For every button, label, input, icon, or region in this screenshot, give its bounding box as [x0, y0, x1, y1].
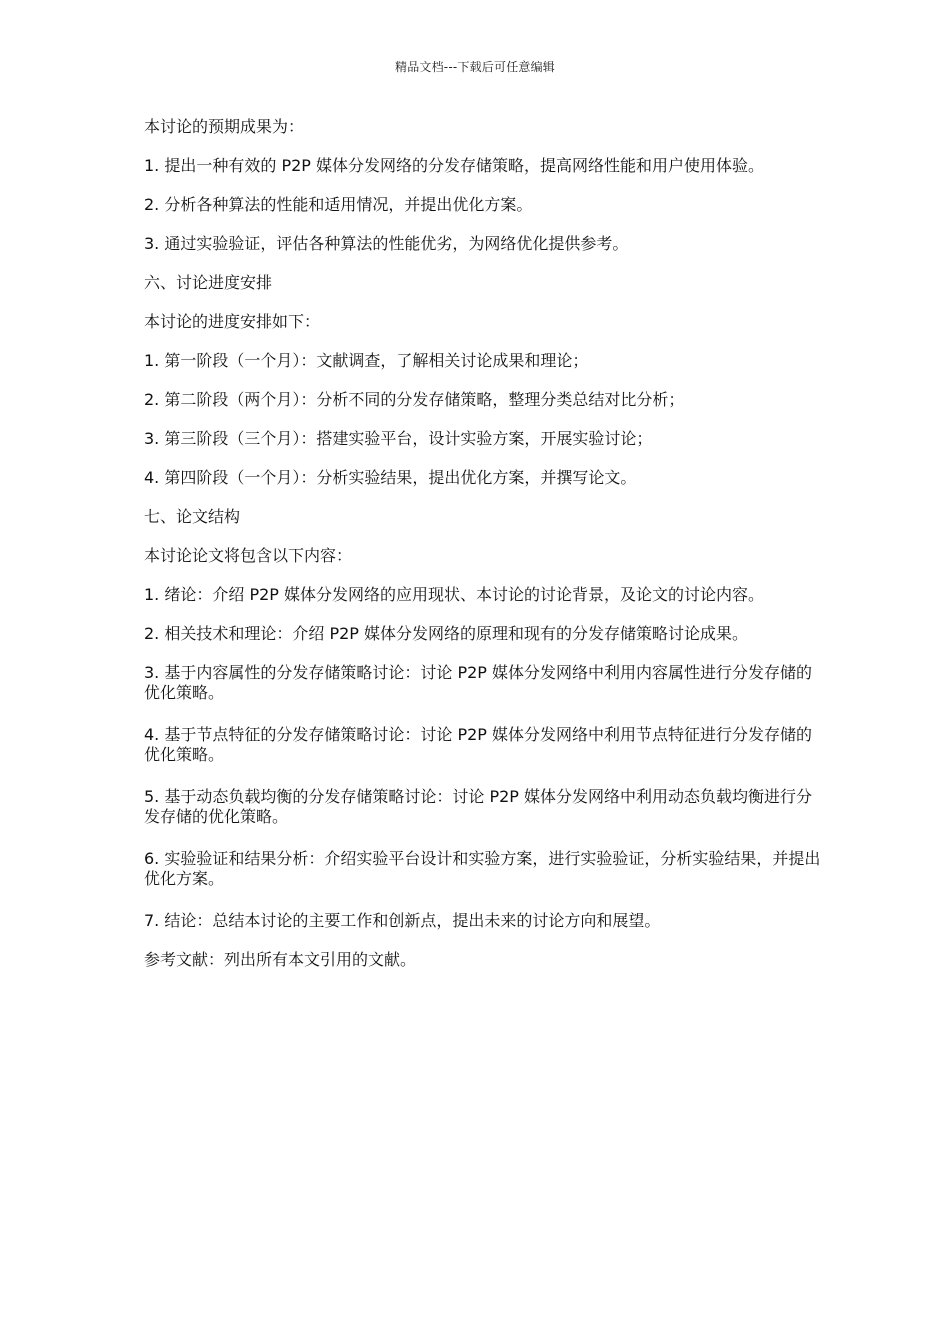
result-item-1: 1. 提出一种有效的 P2P 媒体分发网络的分发存储策略，提高网络性能和用户使用体验。 — [144, 156, 765, 175]
structure-item-4: 4. 基于节点特征的分发存储策略讨论：讨论 P2P 媒体分发网络中利用节点特征进行分发存储的优化策略。 — [144, 725, 813, 764]
structure-item-5: 5. 基于动态负载均衡的分发存储策略讨论：讨论 P2P 媒体分发网络中利用动态负载均衡进行分发存储的优化策略。 — [144, 787, 813, 826]
structure-item-3: 3. 基于内容属性的分发存储策略讨论：讨论 P2P 媒体分发网络中利用内容属性进行分发存储的优化策略。 — [144, 663, 813, 702]
schedule-item-2: 2. 第二阶段（两个月）：分析不同的分发存储策略，整理分类总结对比分析； — [144, 390, 685, 409]
structure-intro: 本讨论论文将包含以下内容： — [144, 546, 353, 565]
schedule-intro: 本讨论的进度安排如下： — [144, 312, 321, 331]
schedule-item-3: 3. 第三阶段（三个月）：搭建实验平台，设计实验方案，开展实验讨论； — [144, 429, 653, 448]
result-item-2: 2. 分析各种算法的性能和适用情况，并提出优化方案。 — [144, 195, 533, 214]
references-line: 参考文献：列出所有本文引用的文献。 — [144, 950, 417, 969]
page-header: 精品文档---下载后可任意编辑 — [395, 60, 555, 74]
structure-item-6: 6. 实验验证和结果分析：介绍实验平台设计和实验方案，进行实验验证，分析实验结果，并提出优化方案。 — [144, 849, 821, 888]
schedule-item-4: 4. 第四阶段（一个月）：分析实验结果，提出优化方案，并撰写论文。 — [144, 468, 637, 487]
document-body — [144, 117, 824, 989]
structure-item-2: 2. 相关技术和理论：介绍 P2P 媒体分发网络的原理和现有的分发存储策略讨论成果。 — [144, 624, 749, 643]
expected-results-intro: 本讨论的预期成果为： — [144, 117, 305, 136]
structure-item-1: 1. 绪论：介绍 P2P 媒体分发网络的应用现状、本讨论的讨论背景，及论文的讨论内容。 — [144, 585, 765, 604]
section-heading-schedule: 六、讨论进度安排 — [144, 273, 273, 292]
schedule-item-1: 1. 第一阶段（一个月）：文献调查，了解相关讨论成果和理论； — [144, 351, 589, 370]
result-item-3: 3. 通过实验验证，评估各种算法的性能优劣，为网络优化提供参考。 — [144, 234, 629, 253]
section-heading-structure: 七、论文结构 — [144, 507, 241, 526]
structure-item-7: 7. 结论：总结本讨论的主要工作和创新点，提出未来的讨论方向和展望。 — [144, 911, 661, 930]
